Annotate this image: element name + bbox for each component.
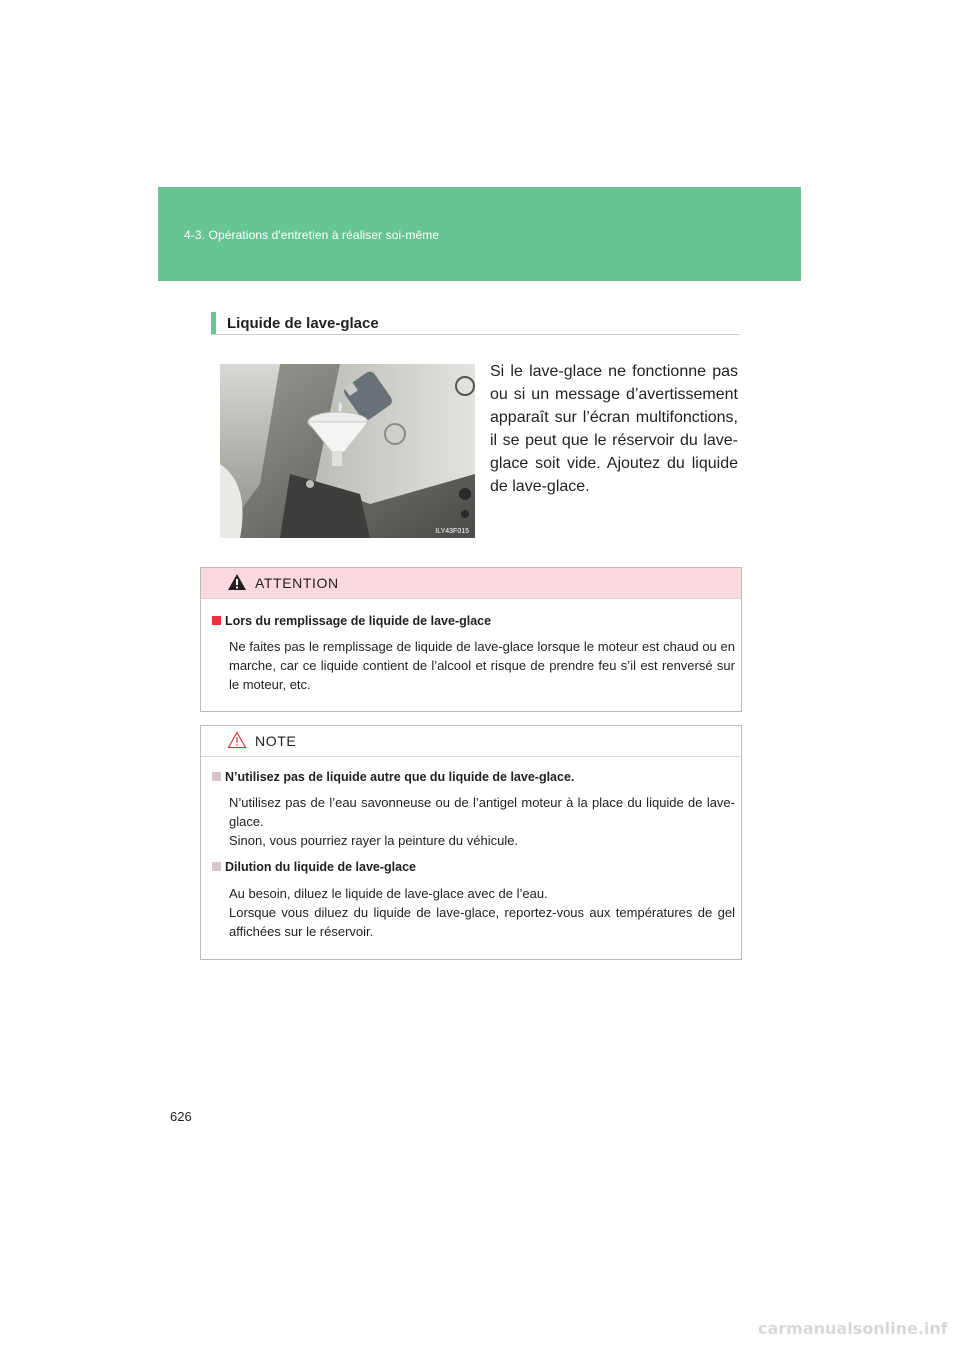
bullet-square-icon	[212, 862, 221, 871]
watermark-text: carmanualsonline.info	[758, 1319, 948, 1338]
note-label: NOTE	[255, 733, 297, 749]
bullet-square-icon	[212, 616, 221, 625]
warning-triangle-icon	[227, 573, 247, 596]
page-number: 626	[170, 1109, 192, 1124]
engine-bay-illustration	[220, 364, 475, 538]
note-header	[201, 726, 741, 757]
attention-item-body: Ne faites pas le remplissage de liquide de lave-glace lorsque le moteur est chaud ou en marche, car ce liquide contient de l’alcool et risque de prendre feu s’il est renversé sur le moteur, etc.	[229, 639, 735, 692]
note-item-title: Dilution du liquide de lave-glace	[212, 860, 416, 874]
section-heading: 4-3. Opérations d'entretien à réaliser soi-même	[184, 228, 440, 242]
section-title-bar	[211, 312, 216, 334]
note-box	[200, 725, 742, 960]
intro-paragraph: Si le lave-glace ne fonctionne pas ou si un message d’avertissement apparaît sur l’écran multifonctions, il se peut que le réservoir du lave-glace soit vide. Ajoutez du liquide de lave-glace.	[490, 363, 738, 495]
attention-box	[200, 567, 742, 712]
figure-id-label: ILY43F015	[435, 528, 469, 535]
attention-label: ATTENTION	[255, 575, 339, 591]
note-item-title: N’utilisez pas de liquide autre que du liquide de lave-glace.	[212, 770, 574, 784]
note-item-body: N’utilisez pas de l’eau savonneuse ou de l’antigel moteur à la place du liquide de lave-glace. Sinon, vous pourriez rayer la peinture du véhicule.	[229, 795, 735, 848]
bullet-square-icon	[212, 772, 221, 781]
attention-header	[201, 568, 741, 599]
section-title-text: Liquide de lave-glace	[227, 315, 379, 332]
engine-bay-photo	[220, 364, 475, 538]
note-item-body: Au besoin, diluez le liquide de lave-glace avec de l’eau. Lorsque vous diluez du liquide de lave-glace, reportez-vous aux températures de gel affichées sur le réservoir.	[229, 886, 735, 939]
section-title	[211, 312, 740, 335]
watermark-logo	[758, 1315, 948, 1346]
header-band	[158, 187, 801, 281]
attention-item-title: Lors du remplissage de liquide de lave-glace	[212, 614, 491, 628]
caution-triangle-icon	[227, 731, 247, 754]
